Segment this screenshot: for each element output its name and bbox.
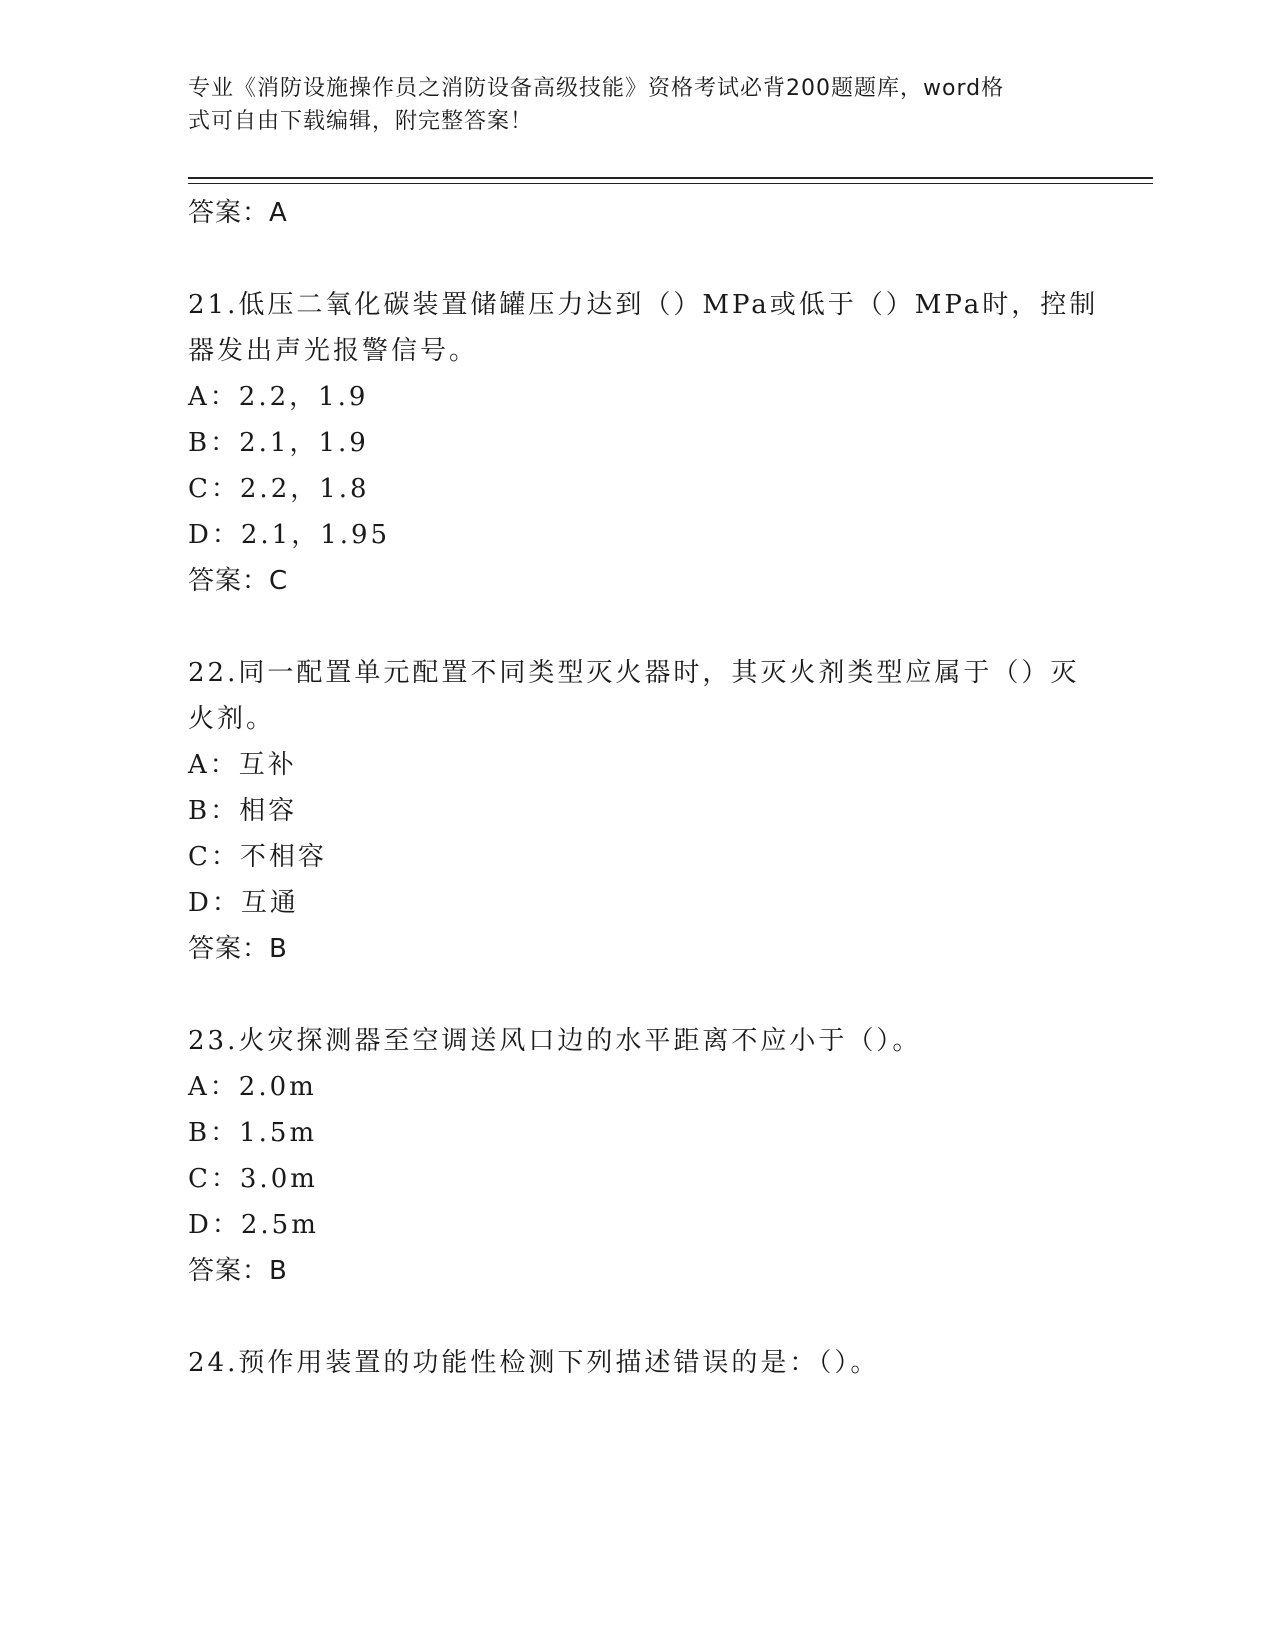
question-block	[188, 650, 1088, 972]
spacer	[188, 604, 1088, 650]
document-header	[188, 72, 1068, 138]
header-line-2: 式可自由下载编辑，附完整答案！	[188, 109, 534, 134]
header-divider-thick	[188, 177, 1153, 179]
option-a: A：互补	[188, 750, 297, 780]
question-block	[188, 282, 1099, 604]
option-a: A：2.0m	[188, 1072, 317, 1102]
answer-line: 答案：A	[188, 198, 288, 228]
question-stem: 21.低压二氧化碳装置储罐压力达到（）MPa或低于（）MPa时，控制	[188, 290, 1099, 320]
answer-line: 答案：B	[188, 1256, 288, 1286]
question-stem-cont: 器发出声光报警信号。	[188, 336, 479, 366]
question-block	[188, 1018, 1088, 1294]
question-block	[188, 1340, 1088, 1386]
option-b: B：1.5m	[188, 1118, 318, 1148]
question-content	[188, 190, 1099, 1386]
answer-line: 答案：C	[188, 566, 289, 596]
option-b: B：相容	[188, 796, 298, 826]
question-stem-cont: 火剂。	[188, 704, 276, 734]
question-stem: 22.同一配置单元配置不同类型灭火器时，其灭火剂类型应属于（）灭	[188, 658, 1080, 688]
header-line-1: 专业《消防设施操作员之消防设备高级技能》资格考试必背200题题库，word格	[188, 76, 1005, 101]
option-c: C：2.2，1.8	[188, 474, 370, 504]
spacer	[188, 1294, 1088, 1340]
question-stem: 23.火灾探测器至空调送风口边的水平距离不应小于（）。	[188, 1026, 922, 1056]
spacer	[188, 972, 1088, 1018]
option-a: A：2.2，1.9	[188, 382, 369, 412]
spacer	[188, 236, 1088, 282]
option-d: D：2.1，1.95	[188, 520, 391, 550]
option-d: D：2.5m	[188, 1210, 319, 1240]
answer-line: 答案：B	[188, 934, 288, 964]
option-c: C：3.0m	[188, 1164, 318, 1194]
option-c: C：不相容	[188, 842, 327, 872]
option-d: D：互通	[188, 888, 299, 918]
header-divider-thin	[188, 183, 1153, 184]
option-b: B：2.1，1.9	[188, 428, 369, 458]
question-stem: 24.预作用装置的功能性检测下列描述错误的是：（）。	[188, 1348, 880, 1378]
